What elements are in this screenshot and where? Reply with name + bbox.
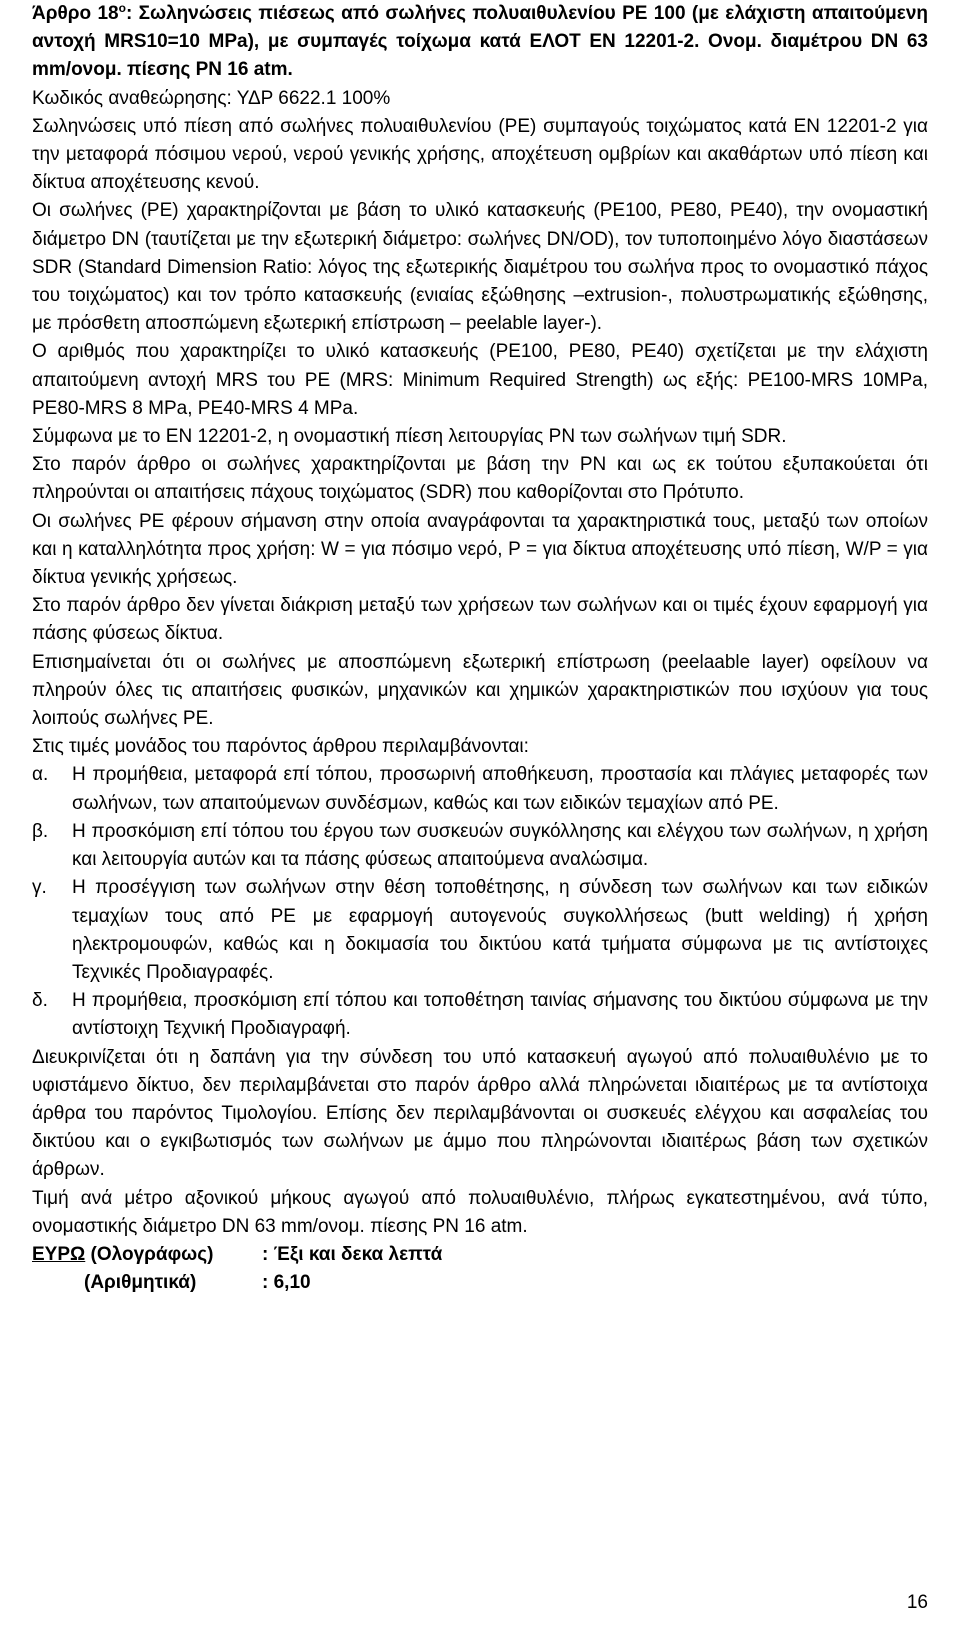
article-title-superscript: ο bbox=[118, 1, 126, 15]
list-marker: γ. bbox=[32, 877, 47, 899]
article-title-prefix: Άρθρο 18 bbox=[32, 3, 119, 24]
paragraph-2: Οι σωλήνες (PE) χαρακτηρίζονται με βάση το υλικό κατασκευής (PE100, PE80, PE40), την ονομαστική διάμετρο DN (ταυτίζεται με την εξωτερική διάμετρο: σωλήνες DN/OD), τον τυποποιημένο λόγο διαστάσεων SDR (Standard Dimension Ratio: λόγος της εξωτερικής διαμέτρου του σωλήνα προς το ονομαστικό πάχος του τοιχώματος) και τον τρόπο κατασκευής (ενιαίας εξώθησης –extrusion-, πολυστρωματικής εξώθησης, με πρόσθετη αποσπώμενη εξωτερική επίστρωση – peelable layer-). bbox=[32, 200, 928, 335]
price-numeric-row bbox=[32, 1269, 928, 1297]
list-marker: α. bbox=[32, 764, 49, 786]
paragraph-5: Στο παρόν άρθρο οι σωλήνες χαρακτηρίζονται με βάση την PN και ως εκ τούτου εξυπακούεται ότι πληρούνται οι απαιτήσεις πάχους τοιχώματος (SDR) που καθορίζονται στο Πρότυπο. bbox=[32, 454, 928, 504]
list-marker: β. bbox=[32, 820, 49, 842]
page-number: 16 bbox=[906, 1592, 928, 1613]
article-title bbox=[32, 0, 928, 85]
list-item-text: Η προσκόμιση επί τόπου του έργου των συσκευών συγκόλλησης και ελέγχου των σωλήνων, η χρήση και λειτουργία αυτών και τα πάσης φύσεως απαιτούμενα αναλώσιμα. bbox=[72, 820, 928, 871]
closing-paragraph-2: Τιμή ανά μέτρο αξονικού μήκους αγωγού από πολυαιθυλένιο, πλήρως εγκατεστημένου, ανά τύπο, ονομαστικής διάμετρο DN 63 mm/ονομ. πίεσης PN 16 atm. bbox=[32, 1187, 928, 1237]
list-item-b bbox=[32, 818, 928, 874]
revision-code: Κωδικός αναθεώρησης: ΥΔΡ 6622.1 100% bbox=[32, 87, 391, 109]
price-words-label: (Ολογράφως) bbox=[90, 1243, 214, 1265]
list-item-text: Η προσέγγιση των σωλήνων στην θέση τοποθέτησης, η σύνδεση των σωλήνων και των ειδικών τεμαχίων τους από PE με εφαρμογή αυτογενούς συγκολλήσεως (butt welding) ή χρήση ηλεκτρομουφών, καθώς και η δοκιμασία του δικτύου κατά τμήματα σύμφωνα με τις αντίστοιχες Τεχνικές Προδιαγραφές. bbox=[72, 877, 928, 983]
price-words-row bbox=[32, 1241, 928, 1269]
paragraph-9: Στις τιμές μονάδος του παρόντος άρθρου περιλαμβάνονται: bbox=[32, 736, 529, 758]
paragraph-8: Επισημαίνεται ότι οι σωλήνες με αποσπώμενη εξωτερική επίστρωση (peelaable layer) οφείλουν να πληρούν όλες τις απαιτήσεις φυσικών, μηχανικών και χημικών χαρακτηριστικών που ισχύουν για τους λοιπούς σωλήνες PE. bbox=[32, 651, 928, 730]
price-block bbox=[32, 1241, 928, 1297]
price-currency: ΕΥΡΩ bbox=[32, 1243, 86, 1265]
paragraph-4: Σύμφωνα με το ΕΝ 12201-2, η ονομαστική πίεση λειτουργίας PN των σωλήνων τιμή SDR. bbox=[32, 426, 787, 448]
document-body bbox=[32, 0, 928, 1297]
list-item-d bbox=[32, 987, 928, 1043]
list-item-c bbox=[32, 874, 928, 987]
price-numeric-value: : 6,10 bbox=[262, 1272, 311, 1294]
list-item-a bbox=[32, 761, 928, 817]
article-title-rest: : Σωληνώσεις πιέσεως από σωλήνες πολυαιθυλενίου PE 100 (με ελάχιστη απαιτούμενη αντοχή MRS10=10 MPa), με συμπαγές τοίχωμα κατά ΕΛΟΤ ΕΝ 12201-2. Ονομ. διαμέτρου DN 63 mm/ονομ. πίεσης PN 16 atm. bbox=[32, 3, 928, 81]
paragraph-1: Σωληνώσεις υπό πίεση από σωλήνες πολυαιθυλενίου (PE) συμπαγούς τοιχώματος κατά ΕΝ 12201-2 για την μεταφορά πόσιμου νερού, νερού γενικής χρήσης, αποχέτευση ομβρίων και ακαθάρτων υπό πίεση και δίκτυα αποχέτευσης κενού. bbox=[32, 115, 928, 194]
paragraph-3: Ο αριθμός που χαρακτηρίζει το υλικό κατασκευής (PE100, PE80, PE40) σχετίζεται με την ελάχιστη απαιτούμενη αντοχή MRS του PE (MRS: Minimum Required Strength) ως εξής: PE100-MRS 10MPa, PE80-MRS 8 MPa, PE40-MRS 4 MPa. bbox=[32, 341, 928, 419]
closing-paragraph-1: Διευκρινίζεται ότι η δαπάνη για την σύνδεση του υπό κατασκευή αγωγού από πολυαιθυλένιο με το υφιστάμενο δίκτυο, δεν περιλαμβάνεται στο παρόν άρθρο αλλά πληρώνεται ιδιαιτέρως με τα αντίστοιχα άρθρα του παρόντος Τιμολογίου. Επίσης δεν περιλαμβάνονται οι συσκευές ελέγχου και ασφαλείας του δικτύου και ο εγκιβωτισμός των σωλήνων με άμμο που πληρώνονται ιδιαιτέρως βάση των σχετικών άρθρων. bbox=[32, 1046, 928, 1181]
price-numeric-label: (Αριθμητικά) bbox=[84, 1272, 197, 1294]
list-item-text: Η προμήθεια, μεταφορά επί τόπου, προσωρινή αποθήκευση, προστασία και πλάγιες μεταφορές των σωλήνων, των απαιτούμενων συνδέσμων, καθώς και των ειδικών τεμαχίων από PE. bbox=[72, 764, 928, 814]
price-words-value: : Έξι και δεκα λεπτά bbox=[262, 1243, 443, 1265]
paragraph-6: Οι σωλήνες PE φέρουν σήμανση στην οποία αναγράφονται τα χαρακτηριστικά τους, μεταξύ των οποίων και η καταλληλότητα προς χρήση: W = για πόσιμο νερό, P = για δίκτυα αποχέτευσης υπό πίεση, W/P = για δίκτυα γενικής χρήσεως. bbox=[32, 510, 928, 589]
list-item-text: Η προμήθεια, προσκόμιση επί τόπου και τοποθέτηση ταινίας σήμανσης του δικτύου σύμφωνα με την αντίστοιχη Τεχνική Προδιαγραφή. bbox=[72, 990, 928, 1040]
paragraph-7: Στο παρόν άρθρο δεν γίνεται διάκριση μεταξύ των χρήσεων των σωλήνων και οι τιμές έχουν εφαρμογή για πάσης φύσεως δίκτυα. bbox=[32, 595, 928, 645]
list-marker: δ. bbox=[32, 990, 48, 1012]
